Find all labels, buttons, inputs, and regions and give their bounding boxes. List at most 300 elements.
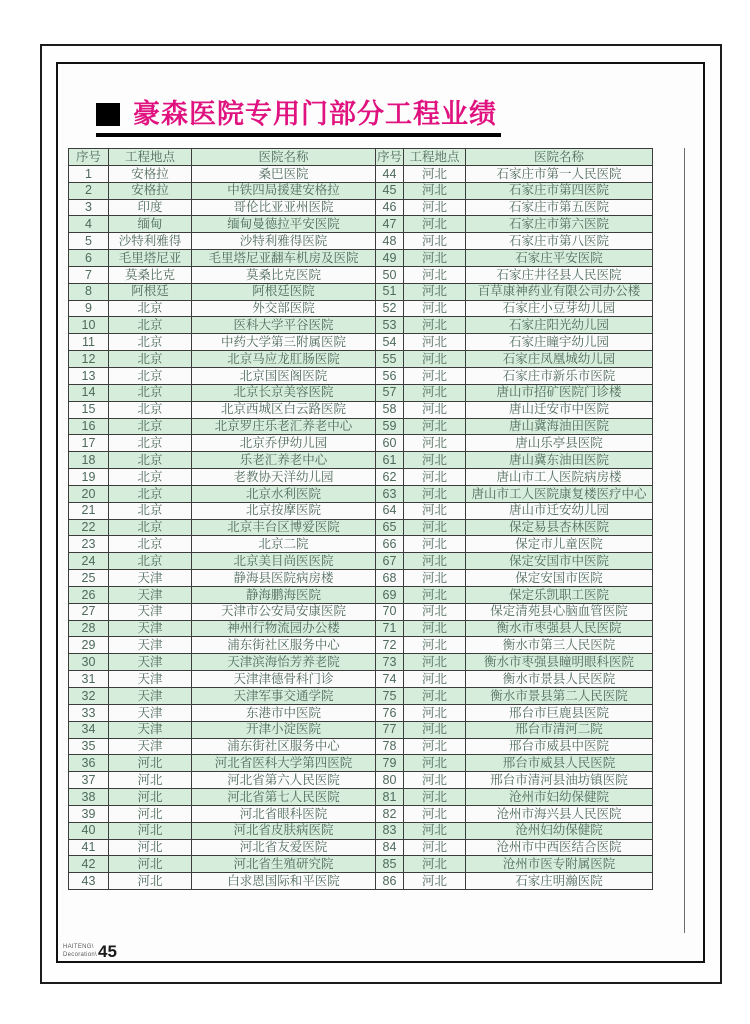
table-row (69, 755, 653, 772)
index-cell: 39 (69, 805, 109, 822)
hospital-cell: 唐山冀东油田医院 (466, 452, 653, 469)
brand-line-top: HAITENG\ (63, 944, 94, 950)
location-cell: 安格拉 (109, 165, 192, 182)
location-cell: 天津 (109, 738, 192, 755)
hospital-cell: 保定市儿童医院 (466, 536, 653, 553)
location-cell: 河北 (404, 351, 466, 368)
location-cell: 北京 (109, 536, 192, 553)
index-cell: 64 (376, 502, 404, 519)
title-bullet-square-icon (96, 103, 120, 126)
location-cell: 天津 (109, 721, 192, 738)
location-cell: 北京 (109, 485, 192, 502)
hospital-cell: 保定安国市中医院 (466, 553, 653, 570)
brand-line-bottom: Decoration\ (63, 951, 97, 958)
table-row (69, 199, 653, 216)
location-cell: 河北 (404, 620, 466, 637)
index-cell: 48 (376, 233, 404, 250)
index-cell: 42 (69, 856, 109, 873)
location-cell: 北京 (109, 401, 192, 418)
index-cell: 53 (376, 317, 404, 334)
location-cell: 天津 (109, 688, 192, 705)
index-cell: 66 (376, 536, 404, 553)
index-cell: 7 (69, 266, 109, 283)
table-row (69, 283, 653, 300)
location-cell: 河北 (404, 570, 466, 587)
hospital-cell: 邢台市巨鹿县医院 (466, 704, 653, 721)
location-cell: 莫桑比克 (109, 266, 192, 283)
location-cell: 河北 (404, 789, 466, 806)
location-cell: 阿根廷 (109, 283, 192, 300)
hospital-cell: 河北省第七人民医院 (192, 789, 376, 806)
hospital-cell: 缅甸曼德拉平安医院 (192, 216, 376, 233)
index-cell: 6 (69, 250, 109, 267)
hospital-cell: 河北省第六人民医院 (192, 772, 376, 789)
table-row (69, 266, 653, 283)
table-row (69, 772, 653, 789)
location-cell: 河北 (404, 283, 466, 300)
hospital-cell: 保定乐凯职工医院 (466, 586, 653, 603)
hospital-cell: 天津滨海怡芳养老院 (192, 654, 376, 671)
index-cell: 49 (376, 250, 404, 267)
location-cell: 河北 (404, 502, 466, 519)
location-cell: 河北 (404, 839, 466, 856)
location-cell: 河北 (404, 300, 466, 317)
hospital-cell: 衡水市景县人民医院 (466, 671, 653, 688)
hospital-cell: 沧州市海兴县人民医院 (466, 805, 653, 822)
location-cell: 河北 (404, 688, 466, 705)
location-cell: 河北 (109, 873, 192, 890)
hospital-cell: 邢台市清河县油坊镇医院 (466, 772, 653, 789)
index-cell: 40 (69, 822, 109, 839)
index-cell: 50 (376, 266, 404, 283)
table-row (69, 502, 653, 519)
hospital-cell: 北京按摩医院 (192, 502, 376, 519)
table-body (69, 165, 653, 889)
hospital-cell: 河北省皮肤病医院 (192, 822, 376, 839)
table-row (69, 367, 653, 384)
location-cell: 河北 (404, 401, 466, 418)
table-row (69, 721, 653, 738)
hospital-cell: 衡水市枣强县瞳明眼科医院 (466, 654, 653, 671)
index-cell: 14 (69, 384, 109, 401)
index-cell: 46 (376, 199, 404, 216)
location-cell: 河北 (404, 586, 466, 603)
table-row (69, 300, 653, 317)
location-cell: 天津 (109, 704, 192, 721)
hospital-cell: 河北省友爱医院 (192, 839, 376, 856)
index-cell: 62 (376, 469, 404, 486)
table-row (69, 452, 653, 469)
hospital-cell: 白求恩国际和平医院 (192, 873, 376, 890)
index-cell: 68 (376, 570, 404, 587)
location-cell: 河北 (404, 182, 466, 199)
location-cell: 河北 (404, 856, 466, 873)
table-row (69, 182, 653, 199)
hospital-cell: 石家庄市新乐市医院 (466, 367, 653, 384)
location-cell: 天津 (109, 586, 192, 603)
column-header: 医院名称 (466, 149, 653, 166)
location-cell: 河北 (404, 334, 466, 351)
index-cell: 63 (376, 485, 404, 502)
index-cell: 80 (376, 772, 404, 789)
location-cell: 天津 (109, 570, 192, 587)
column-header: 序号 (377, 149, 403, 164)
location-cell: 河北 (404, 873, 466, 890)
index-cell: 10 (69, 317, 109, 334)
hospital-cell: 石家庄市第一人民医院 (466, 165, 653, 182)
location-cell: 北京 (109, 519, 192, 536)
index-cell: 43 (69, 873, 109, 890)
table-row (69, 873, 653, 890)
table-row (69, 637, 653, 654)
hospital-cell: 石家庄市第八医院 (466, 233, 653, 250)
index-cell: 15 (69, 401, 109, 418)
location-cell: 河北 (109, 772, 192, 789)
hospital-cell: 百草康神药业有限公司办公楼 (466, 283, 653, 300)
hospital-cell: 邢台市威县人民医院 (466, 755, 653, 772)
hospital-cell: 北京乔伊幼儿园 (192, 435, 376, 452)
hospital-cell: 唐山市工人医院康复楼医疗中心 (466, 485, 653, 502)
hospital-cell: 保定安国市医院 (466, 570, 653, 587)
location-cell: 河北 (404, 367, 466, 384)
table-row (69, 334, 653, 351)
index-cell: 52 (376, 300, 404, 317)
hospital-cell: 沙特利雅得医院 (192, 233, 376, 250)
index-cell: 18 (69, 452, 109, 469)
hospital-cell: 医科大学平谷医院 (192, 317, 376, 334)
location-cell: 北京 (109, 435, 192, 452)
location-cell: 河北 (404, 553, 466, 570)
index-cell: 36 (69, 755, 109, 772)
location-cell: 河北 (404, 704, 466, 721)
hospital-cell: 中药大学第三附属医院 (192, 334, 376, 351)
index-cell: 41 (69, 839, 109, 856)
location-cell: 河北 (404, 603, 466, 620)
location-cell: 北京 (109, 553, 192, 570)
hospital-cell: 石家庄小豆芽幼儿园 (466, 300, 653, 317)
hospital-cell: 桑巴医院 (192, 165, 376, 182)
hospital-cell: 阿根廷医院 (192, 283, 376, 300)
table-row (69, 519, 653, 536)
hospital-cell: 北京国医阁医院 (192, 367, 376, 384)
index-cell: 84 (376, 839, 404, 856)
location-cell: 北京 (109, 384, 192, 401)
location-cell: 河北 (109, 822, 192, 839)
location-cell: 河北 (404, 654, 466, 671)
index-cell: 13 (69, 367, 109, 384)
location-cell: 缅甸 (109, 216, 192, 233)
hospital-cell: 河北省医科大学第四医院 (192, 755, 376, 772)
index-cell: 22 (69, 519, 109, 536)
table-row (69, 216, 653, 233)
location-cell: 北京 (109, 334, 192, 351)
table-row (69, 553, 653, 570)
index-cell: 56 (376, 367, 404, 384)
index-cell: 34 (69, 721, 109, 738)
index-cell: 38 (69, 789, 109, 806)
column-header: 工程地点 (109, 149, 192, 166)
index-cell: 25 (69, 570, 109, 587)
location-cell: 河北 (404, 199, 466, 216)
index-cell: 28 (69, 620, 109, 637)
column-header: 医院名称 (192, 149, 376, 166)
index-cell: 5 (69, 233, 109, 250)
index-cell: 11 (69, 334, 109, 351)
index-cell: 81 (376, 789, 404, 806)
location-cell: 河北 (404, 266, 466, 283)
location-cell: 北京 (109, 367, 192, 384)
index-cell: 27 (69, 603, 109, 620)
hospital-cell: 石家庄凤凰城幼儿园 (466, 351, 653, 368)
table-row (69, 250, 653, 267)
location-cell: 天津 (109, 654, 192, 671)
table-row (69, 536, 653, 553)
index-cell: 45 (376, 182, 404, 199)
hospital-cell: 天津军事交通学院 (192, 688, 376, 705)
hospital-cell: 莫桑比克医院 (192, 266, 376, 283)
location-cell: 河北 (404, 721, 466, 738)
table-row (69, 839, 653, 856)
table-row (69, 570, 653, 587)
table-row (69, 351, 653, 368)
hospital-cell: 静海县医院病房楼 (192, 570, 376, 587)
table-right-edge-line (684, 148, 685, 933)
location-cell: 天津 (109, 603, 192, 620)
location-cell: 河北 (404, 317, 466, 334)
index-cell: 1 (69, 165, 109, 182)
table-row (69, 654, 653, 671)
index-cell: 70 (376, 603, 404, 620)
hospital-cell: 河北省生殖研究院 (192, 856, 376, 873)
table-row (69, 485, 653, 502)
table-row (69, 435, 653, 452)
location-cell: 天津 (109, 620, 192, 637)
hospital-cell: 衡水市枣强县人民医院 (466, 620, 653, 637)
hospital-cell: 神州行物流园办公楼 (192, 620, 376, 637)
projects-table (68, 148, 653, 890)
index-cell: 69 (376, 586, 404, 603)
page-title: 豪森医院专用门部分工程业绩 (133, 99, 497, 129)
table-row (69, 856, 653, 873)
location-cell: 河北 (109, 789, 192, 806)
index-cell: 19 (69, 469, 109, 486)
index-cell: 33 (69, 704, 109, 721)
index-cell: 74 (376, 671, 404, 688)
hospital-cell: 石家庄市第四医院 (466, 182, 653, 199)
index-cell: 9 (69, 300, 109, 317)
table-row (69, 384, 653, 401)
hospital-cell: 石家庄瞳宇幼儿园 (466, 334, 653, 351)
index-cell: 30 (69, 654, 109, 671)
location-cell: 天津 (109, 637, 192, 654)
index-cell: 58 (376, 401, 404, 418)
location-cell: 北京 (109, 502, 192, 519)
hospital-cell: 唐山市迁安幼儿园 (466, 502, 653, 519)
location-cell: 河北 (404, 519, 466, 536)
index-cell: 65 (376, 519, 404, 536)
table-row (69, 603, 653, 620)
index-cell: 86 (376, 873, 404, 890)
location-cell: 河北 (404, 536, 466, 553)
index-cell: 60 (376, 435, 404, 452)
hospital-cell: 北京丰台区博爱医院 (192, 519, 376, 536)
location-cell: 河北 (404, 485, 466, 502)
hospital-cell: 石家庄市第六医院 (466, 216, 653, 233)
index-cell: 20 (69, 485, 109, 502)
index-cell: 29 (69, 637, 109, 654)
location-cell: 天津 (109, 671, 192, 688)
index-cell: 3 (69, 199, 109, 216)
column-header: 工程地点 (404, 149, 466, 166)
footer-logo (63, 944, 117, 960)
index-cell: 8 (69, 283, 109, 300)
index-cell: 77 (376, 721, 404, 738)
hospital-cell: 北京长京美容医院 (192, 384, 376, 401)
hospital-cell: 中铁四局援建安格拉 (192, 182, 376, 199)
table-row (69, 233, 653, 250)
location-cell: 河北 (404, 755, 466, 772)
hospital-cell: 沧州市妇幼保健院 (466, 789, 653, 806)
index-cell: 79 (376, 755, 404, 772)
index-cell: 59 (376, 418, 404, 435)
location-cell: 河北 (404, 165, 466, 182)
location-cell: 沙特利雅得 (109, 233, 192, 250)
table-row (69, 738, 653, 755)
hospital-cell: 东港市中医院 (192, 704, 376, 721)
location-cell: 河北 (404, 384, 466, 401)
hospital-cell: 唐山市工人医院病房楼 (466, 469, 653, 486)
table-row (69, 688, 653, 705)
location-cell: 河北 (404, 452, 466, 469)
hospital-cell: 北京美目尚医医院 (192, 553, 376, 570)
hospital-cell: 保定清苑县心脑血管医院 (466, 603, 653, 620)
hospital-cell: 北京马应龙肛肠医院 (192, 351, 376, 368)
table-row (69, 704, 653, 721)
hospital-cell: 石家庄井径县人民医院 (466, 266, 653, 283)
location-cell: 河北 (404, 469, 466, 486)
index-cell: 73 (376, 654, 404, 671)
index-cell: 2 (69, 182, 109, 199)
location-cell: 北京 (109, 452, 192, 469)
hospital-cell: 石家庄市第五医院 (466, 199, 653, 216)
location-cell: 河北 (109, 839, 192, 856)
hospital-cell: 保定易县杏林医院 (466, 519, 653, 536)
hospital-cell: 静海鹏海医院 (192, 586, 376, 603)
location-cell: 印度 (109, 199, 192, 216)
hospital-cell: 衡水市第三人民医院 (466, 637, 653, 654)
page-title-block (96, 101, 501, 137)
hospital-cell: 北京罗庄乐老汇养老中心 (192, 418, 376, 435)
index-cell: 54 (376, 334, 404, 351)
page-number: 45 (97, 942, 117, 962)
index-cell: 83 (376, 822, 404, 839)
index-cell: 16 (69, 418, 109, 435)
hospital-cell: 唐山乐亭县医院 (466, 435, 653, 452)
table-row (69, 789, 653, 806)
table-row (69, 822, 653, 839)
hospital-cell: 天津市公安局安康医院 (192, 603, 376, 620)
index-cell: 57 (376, 384, 404, 401)
location-cell: 河北 (404, 738, 466, 755)
location-cell: 北京 (109, 317, 192, 334)
hospital-cell: 唐山冀海油田医院 (466, 418, 653, 435)
index-cell: 23 (69, 536, 109, 553)
table-row (69, 805, 653, 822)
location-cell: 河北 (109, 755, 192, 772)
location-cell: 河北 (404, 418, 466, 435)
index-cell: 24 (69, 553, 109, 570)
index-cell: 76 (376, 704, 404, 721)
table-row (69, 317, 653, 334)
index-cell: 55 (376, 351, 404, 368)
location-cell: 河北 (109, 805, 192, 822)
location-cell: 河北 (404, 216, 466, 233)
hospital-cell: 唐山迁安市中医院 (466, 401, 653, 418)
location-cell: 河北 (404, 772, 466, 789)
hospital-cell: 石家庄阳光幼儿园 (466, 317, 653, 334)
hospital-cell: 北京西城区白云路医院 (192, 401, 376, 418)
index-cell: 17 (69, 435, 109, 452)
hospital-cell: 石家庄明瀚医院 (466, 873, 653, 890)
hospital-cell: 老教协天洋幼儿园 (192, 469, 376, 486)
location-cell: 河北 (404, 805, 466, 822)
index-cell: 47 (376, 216, 404, 233)
hospital-cell: 北京水利医院 (192, 485, 376, 502)
index-cell: 37 (69, 772, 109, 789)
hospital-cell: 哥伦比亚亚州医院 (192, 199, 376, 216)
location-cell: 北京 (109, 300, 192, 317)
location-cell: 河北 (404, 671, 466, 688)
index-cell: 4 (69, 216, 109, 233)
table-header-row (69, 149, 653, 166)
location-cell: 河北 (404, 250, 466, 267)
brand-text (63, 944, 97, 960)
table-row (69, 469, 653, 486)
hospital-cell: 毛里塔尼亚翻车机房及医院 (192, 250, 376, 267)
hospital-cell: 北京二院 (192, 536, 376, 553)
location-cell: 河北 (109, 856, 192, 873)
hospital-cell: 浦东街社区服务中心 (192, 738, 376, 755)
hospital-cell: 邢台市清河二院 (466, 721, 653, 738)
table-row (69, 418, 653, 435)
location-cell: 北京 (109, 418, 192, 435)
table-row (69, 620, 653, 637)
hospital-cell: 衡水市景县第二人民医院 (466, 688, 653, 705)
index-cell: 71 (376, 620, 404, 637)
index-cell: 44 (376, 165, 404, 182)
table-row (69, 165, 653, 182)
hospital-cell: 外交部医院 (192, 300, 376, 317)
index-cell: 21 (69, 502, 109, 519)
index-cell: 35 (69, 738, 109, 755)
location-cell: 北京 (109, 469, 192, 486)
location-cell: 河北 (404, 637, 466, 654)
location-cell: 河北 (404, 435, 466, 452)
index-cell: 75 (376, 688, 404, 705)
hospital-cell: 开津小淀医院 (192, 721, 376, 738)
hospital-cell: 沧州市中西医结合医院 (466, 839, 653, 856)
index-cell: 12 (69, 351, 109, 368)
hospital-cell: 天津津德骨科门诊 (192, 671, 376, 688)
index-cell: 32 (69, 688, 109, 705)
column-header: 序号 (69, 149, 109, 166)
index-cell: 51 (376, 283, 404, 300)
table-row (69, 671, 653, 688)
hospital-cell: 河北省眼科医院 (192, 805, 376, 822)
index-cell: 31 (69, 671, 109, 688)
location-cell: 北京 (109, 351, 192, 368)
location-cell: 河北 (404, 233, 466, 250)
